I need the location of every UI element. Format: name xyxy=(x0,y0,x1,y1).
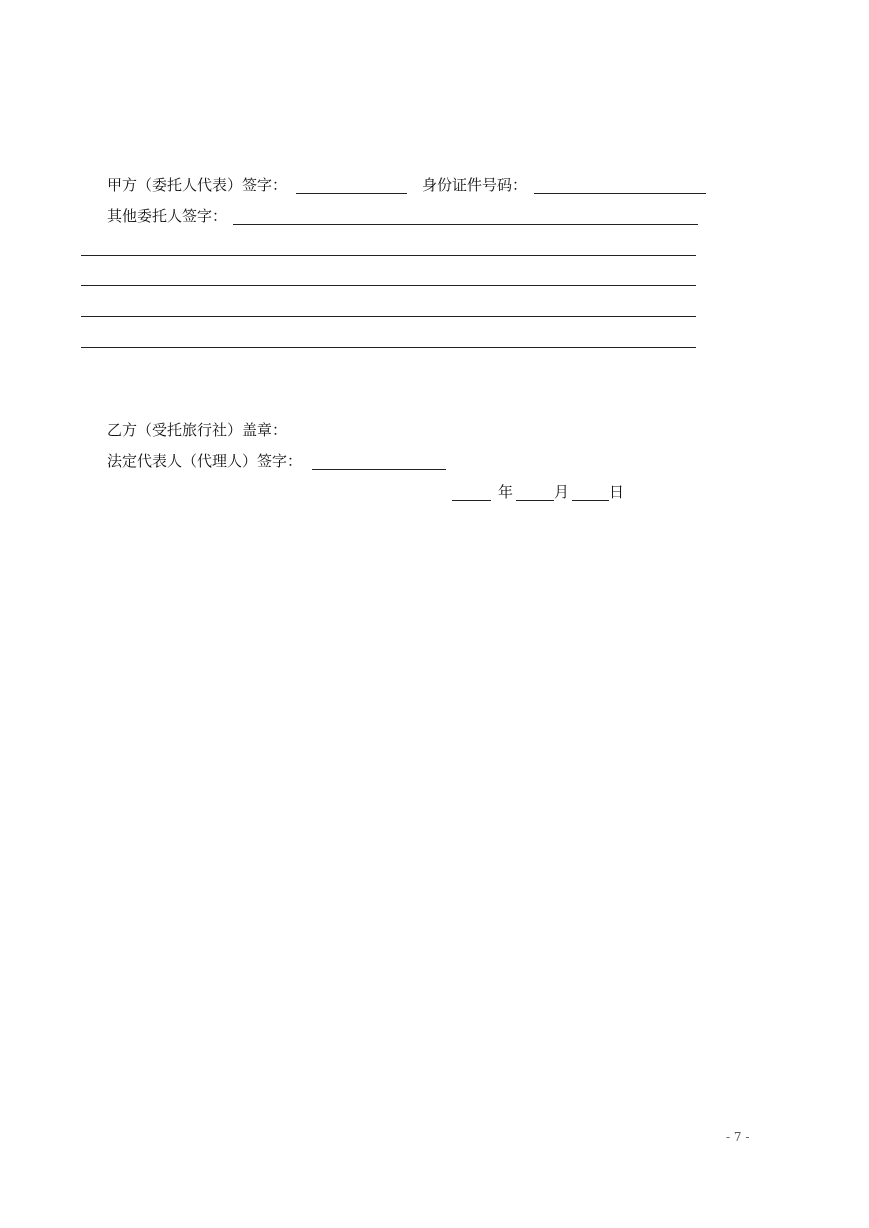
other-principals-signature-label: 其他委托人签字： xyxy=(107,207,228,225)
year-blank[interactable] xyxy=(452,500,491,501)
day-label: 日 xyxy=(609,483,625,501)
month-label: 月 xyxy=(554,483,570,501)
party-a-signature-label: 甲方（委托人代表）签字： xyxy=(107,176,288,194)
day-blank[interactable] xyxy=(572,500,609,501)
legal-representative-signature-label: 法定代表人（代理人）签字： xyxy=(107,452,303,470)
party-a-signature-line[interactable] xyxy=(296,193,407,194)
legal-representative-signature-line[interactable] xyxy=(312,469,446,470)
page-number: - 7 - xyxy=(726,1130,750,1144)
blank-signature-line[interactable] xyxy=(81,347,696,348)
month-blank[interactable] xyxy=(516,500,554,501)
id-number-line[interactable] xyxy=(534,193,706,194)
year-label: 年 xyxy=(498,483,514,501)
id-number-label: 身份证件号码： xyxy=(422,176,528,194)
blank-signature-line[interactable] xyxy=(81,285,696,286)
party-b-seal-label: 乙方（受托旅行社）盖章： xyxy=(107,421,288,439)
other-principals-signature-line[interactable] xyxy=(233,224,698,225)
blank-signature-line[interactable] xyxy=(81,316,696,317)
blank-signature-line[interactable] xyxy=(81,255,696,256)
